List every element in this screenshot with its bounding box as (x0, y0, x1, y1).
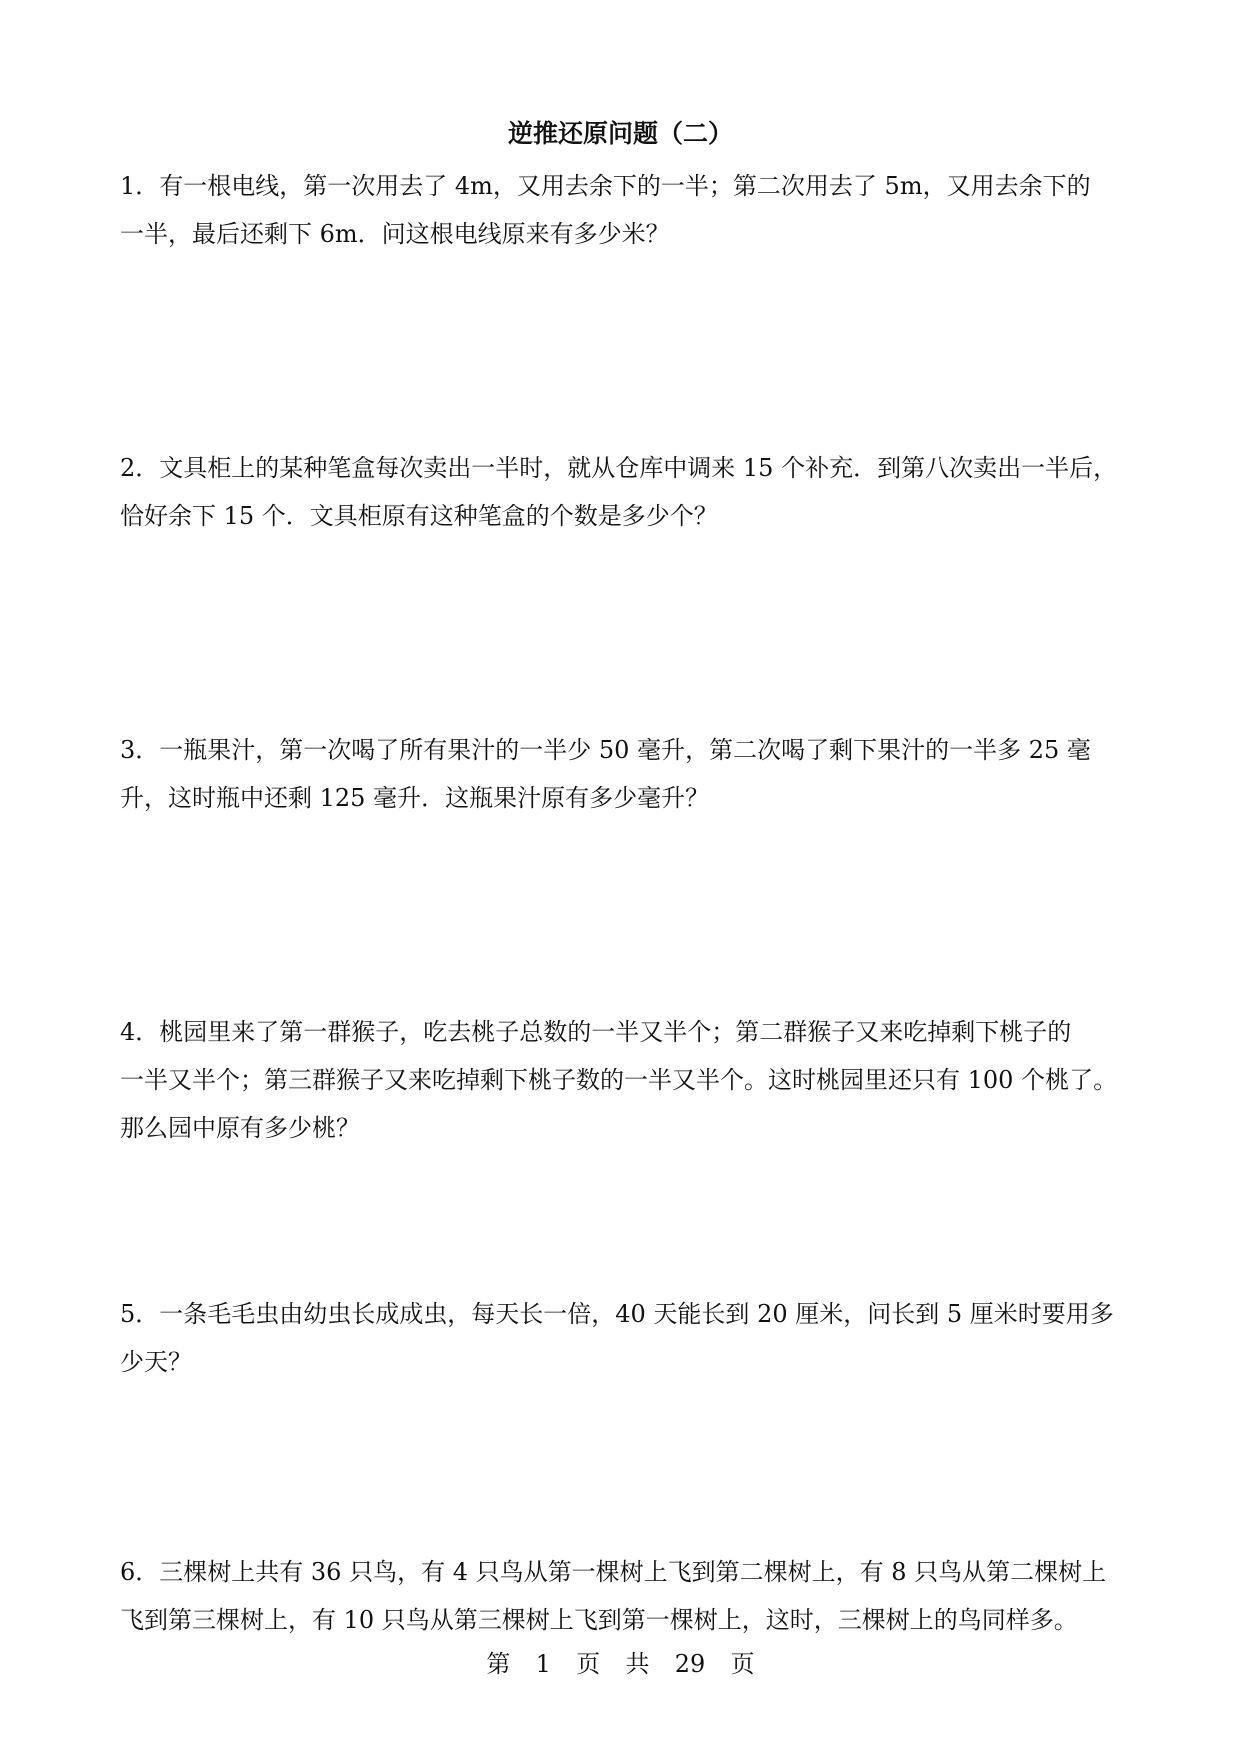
question-3 (120, 726, 1130, 822)
question-3-line-1: 3．一瓶果汁，第一次喝了所有果汁的一半少 50 毫升，第二次喝了剩下果汁的一半多 25 毫 (120, 736, 1091, 764)
footer-total-word: 共 (625, 1650, 650, 1678)
question-2-line-2: 恰好余下 15 个．文具柜原有这种笔盒的个数是多少个？ (120, 502, 718, 530)
footer-total-pages: 29 (674, 1650, 706, 1678)
question-1 (120, 162, 1130, 258)
question-6 (120, 1548, 1130, 1644)
question-2 (120, 444, 1130, 540)
question-1-line-1: 1．有一根电线，第一次用去了 4m，又用去余下的一半；第二次用去了 5m，又用去余下的 (120, 172, 1091, 200)
footer-page-word: 页 (576, 1650, 601, 1678)
question-2-line-1: 2．文具柜上的某种笔盒每次卖出一半时，就从仓库中调来 15 个补充．到第八次卖出一半后， (120, 454, 1118, 482)
question-4-line-3: 那么园中原有多少桃？ (120, 1114, 360, 1142)
question-4-line-1: 4．桃园里来了第一群猴子，吃去桃子总数的一半又半个；第二群猴子又来吃掉剩下桃子的 (120, 1018, 1072, 1046)
footer-suffix: 页 (730, 1650, 755, 1678)
question-1-line-2: 一半，最后还剩下 6m．问这根电线原来有多少米？ (120, 220, 670, 248)
question-4 (120, 1008, 1130, 1152)
question-5-line-1: 5．一条毛毛虫由幼虫长成成虫，每天长一倍，40 天能长到 20 厘米，问长到 5 厘米时要用多 (120, 1300, 1114, 1328)
question-6-line-2: 飞到第三棵树上，有 10 只鸟从第三棵树上飞到第一棵树上，这时，三棵树上的鸟同样多。 (120, 1606, 1078, 1634)
footer-current-page: 1 (535, 1650, 551, 1678)
page-title: 逆推还原问题（二） (507, 119, 733, 148)
question-4-line-2: 一半又半个；第三群猴子又来吃掉剩下桃子数的一半又半个。这时桃园里还只有 100 个桃了。 (120, 1066, 1118, 1094)
question-5 (120, 1290, 1130, 1386)
footer-prefix: 第 (486, 1650, 511, 1678)
question-3-line-2: 升，这时瓶中还剩 125 毫升．这瓶果汁原有多少毫升？ (120, 784, 710, 812)
question-5-line-2: 少天？ (120, 1348, 192, 1376)
page-footer (0, 1646, 1241, 1682)
question-6-line-1: 6．三棵树上共有 36 只鸟，有 4 只鸟从第一棵树上飞到第二棵树上，有 8 只鸟从第二棵树上 (120, 1558, 1107, 1586)
